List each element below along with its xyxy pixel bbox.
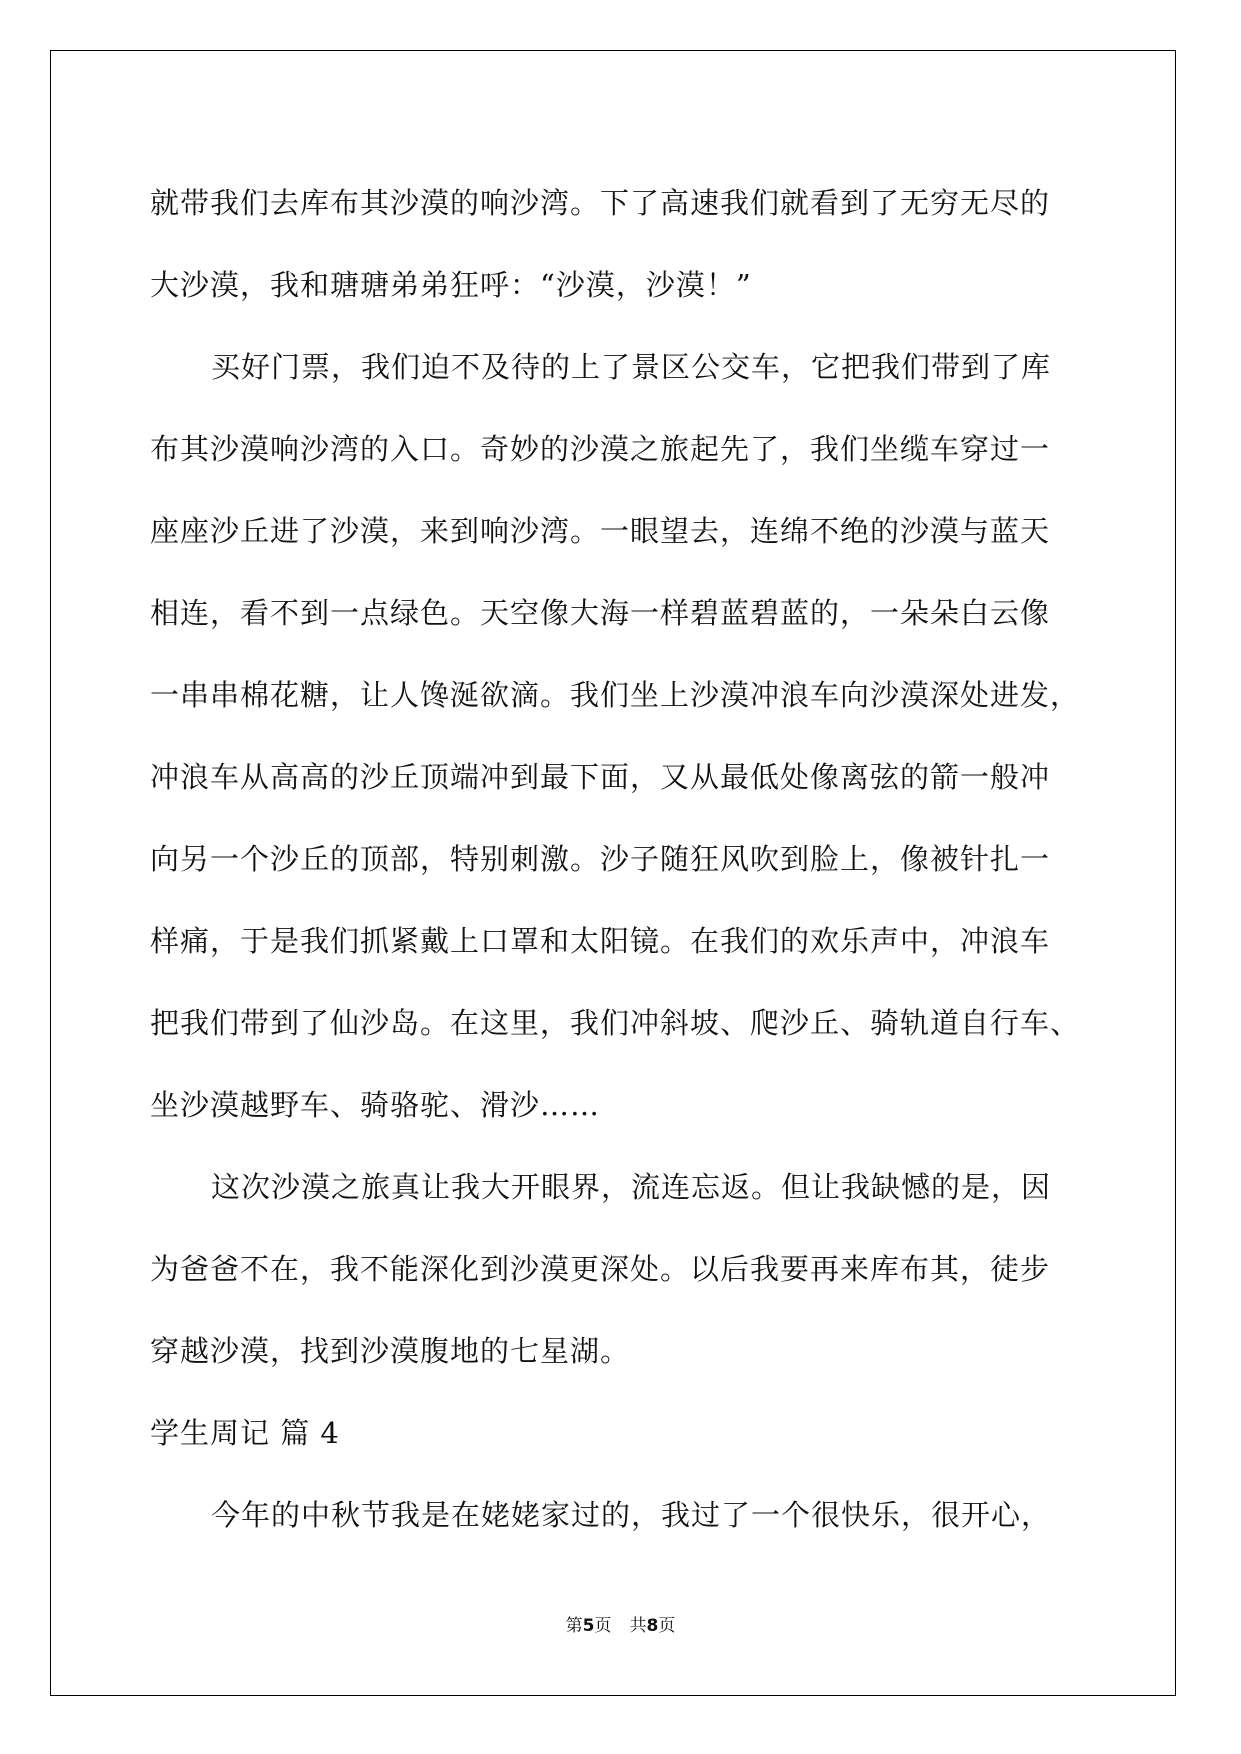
text-line: 大沙漠，我和瑭瑭弟弟狂呼：“沙漠，沙漠！” [150,268,752,302]
paragraph-start-line: 今年的中秋节我是在姥姥家过的，我过了一个很快乐，很开心， [211,1498,1052,1532]
text-line: 布其沙漠响沙湾的入口。奇妙的沙漠之旅起先了，我们坐缆车穿过一 [150,432,1051,466]
text-line: 穿越沙漠，找到沙漠腹地的七星湖。 [150,1334,631,1368]
text-line: 冲浪车从高高的沙丘顶端冲到最下面，又从最低处像离弦的箭一般冲 [150,760,1051,794]
page-suffix: 页 [594,1616,612,1636]
text-line: 一串串棉花糖，让人馋涎欲滴。我们坐上沙漠冲浪车向沙漠深处进发， [150,678,1081,712]
text-line: 坐沙漠越野车、骑骆驼、滑沙…… [150,1088,601,1122]
text-line: 相连，看不到一点绿色。天空像大海一样碧蓝碧蓝的，一朵朵白云像 [150,596,1051,630]
text-line: 就带我们去库布其沙漠的响沙湾。下了高速我们就看到了无穷无尽的 [150,186,1051,220]
text-line: 座座沙丘进了沙漠，来到响沙湾。一眼望去，连绵不绝的沙漠与蓝天 [150,514,1051,548]
paragraph-start-line: 买好门票，我们迫不及待的上了景区公交车，它把我们带到了库 [211,350,1052,384]
section-heading: 学生周记 篇 4 [150,1416,340,1450]
text-line: 向另一个沙丘的顶部，特别刺激。沙子随狂风吹到脸上，像被针扎一 [150,842,1051,876]
total-suffix: 页 [658,1616,676,1636]
document-body [150,162,1110,1556]
total-pages: 8 [646,1616,659,1636]
page-number: 5 [582,1616,595,1636]
total-prefix: 共 [629,1616,647,1636]
page-footer [0,1614,1241,1638]
paragraph-start-line: 这次沙漠之旅真让我大开眼界，流连忘返。但让我缺憾的是，因 [211,1170,1052,1204]
page-prefix: 第 [565,1616,583,1636]
text-line: 为爸爸不在，我不能深化到沙漠更深处。以后我要再来库布其，徒步 [150,1252,1051,1286]
text-line: 把我们带到了仙沙岛。在这里，我们冲斜坡、爬沙丘、骑轨道自行车、 [150,1006,1081,1040]
text-line: 样痛，于是我们抓紧戴上口罩和太阳镜。在我们的欢乐声中，冲浪车 [150,924,1051,958]
